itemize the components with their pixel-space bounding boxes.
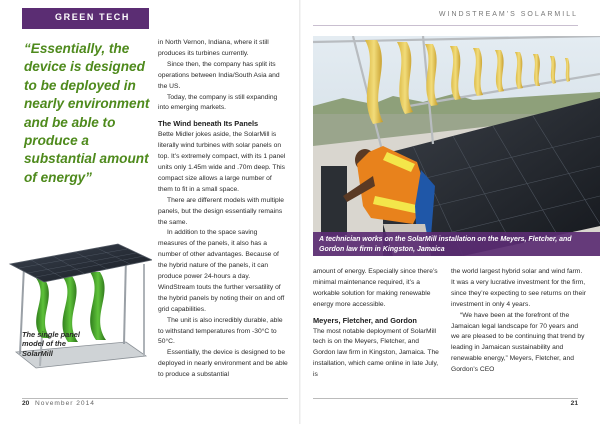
article-column-1 [158,38,288,381]
footer-rule-right [313,398,578,399]
paragraph: The most notable deployment of SolarMill tech is on the Meyers, Fletcher, and Gordon law firm in Kingston, Jamaica. The installation, which came online in late July, is [313,327,439,379]
paragraph: Today, the company is still expanding into emerging markets. [158,93,278,112]
paragraph: Essentially, the device is designed to be deployed in nearly environment and be able to produce a substantial [158,349,288,379]
header-rule-left [22,26,149,29]
section-tag: GREEN TECH [22,8,149,26]
header-rule-right [313,25,578,26]
right-page-number: 21 [570,400,578,407]
left-folio [22,400,95,407]
article-column-3 [451,267,587,376]
photo-caption: A technician works on the SolarMill installation on the Meyers, Fletcher, and Gordon law firm in Kingston, Jamaica [313,232,600,256]
footer-rule-left [22,398,288,399]
pull-quote: “Essentially, the device is designed to be deployed in nearly environment and be able to produce a substantial amount of energy” [24,41,150,185]
paragraph: in North Vernon, Indiana, where it still produces its turbines currently. [158,39,269,57]
product-caption: The single panel model of the SolarMill [22,330,80,358]
subhead-wind: The Wind beneath Its Panels [158,119,259,129]
subhead-law-firm: Meyers, Fletcher, and Gordon [313,315,417,325]
paragraph: “We have been at the forefront of the Jamaican legal landscape for 70 years and we are pleased to be continuing that trend by leading in Jamaican sustainability and renewable energy,” Meyers, Fletcher, and Gordon’s CEO [451,311,585,374]
installation-photo [313,36,600,256]
running-head: WINDSTREAM'S SOLARMILL [438,11,578,18]
page-gutter [299,0,301,424]
issue-date: November 2014 [35,400,95,407]
right-folio [571,400,578,407]
left-page-number: 20 [22,400,30,407]
paragraph: Bette Midler jokes aside, the SolarMill is literally wind turbines with solar panels on top. It’s extremely compact, with its 1 panel units only 1.45m wide and .70m deep. This compact size allows a large number of them to fit in a small space. [158,131,286,193]
paragraph: the world largest hybrid solar and wind farm. It was a very lucrative investment for the firm, since they’re expecting to see returns on their investment in only 4 years. [451,268,586,308]
paragraph: There are different models with multiple panels, but the design essentially remains the same. [158,196,284,226]
solarmill-product-illustration [6,238,152,386]
paragraph: In addition to the space saving measures of the panels, it also has a number of other advantages. Because of the hybrid nature of the panels, it can produce power 24-hours a day. WindStream touts the further versatility of the hybrid panels by noting their on and off grid capabilities. [158,229,285,313]
paragraph: amount of energy. Especially since there’s minimal maintenance required, it’s a workable solution for making renewable energy more accessible. [313,268,438,308]
article-column-2 [313,267,443,381]
paragraph: The unit is also incredibly durable, able to withstand temperatures from -30°C to 50°C. [158,316,283,346]
paragraph: Since then, the company has split its operations between India/South Asia and the US. [158,60,280,90]
